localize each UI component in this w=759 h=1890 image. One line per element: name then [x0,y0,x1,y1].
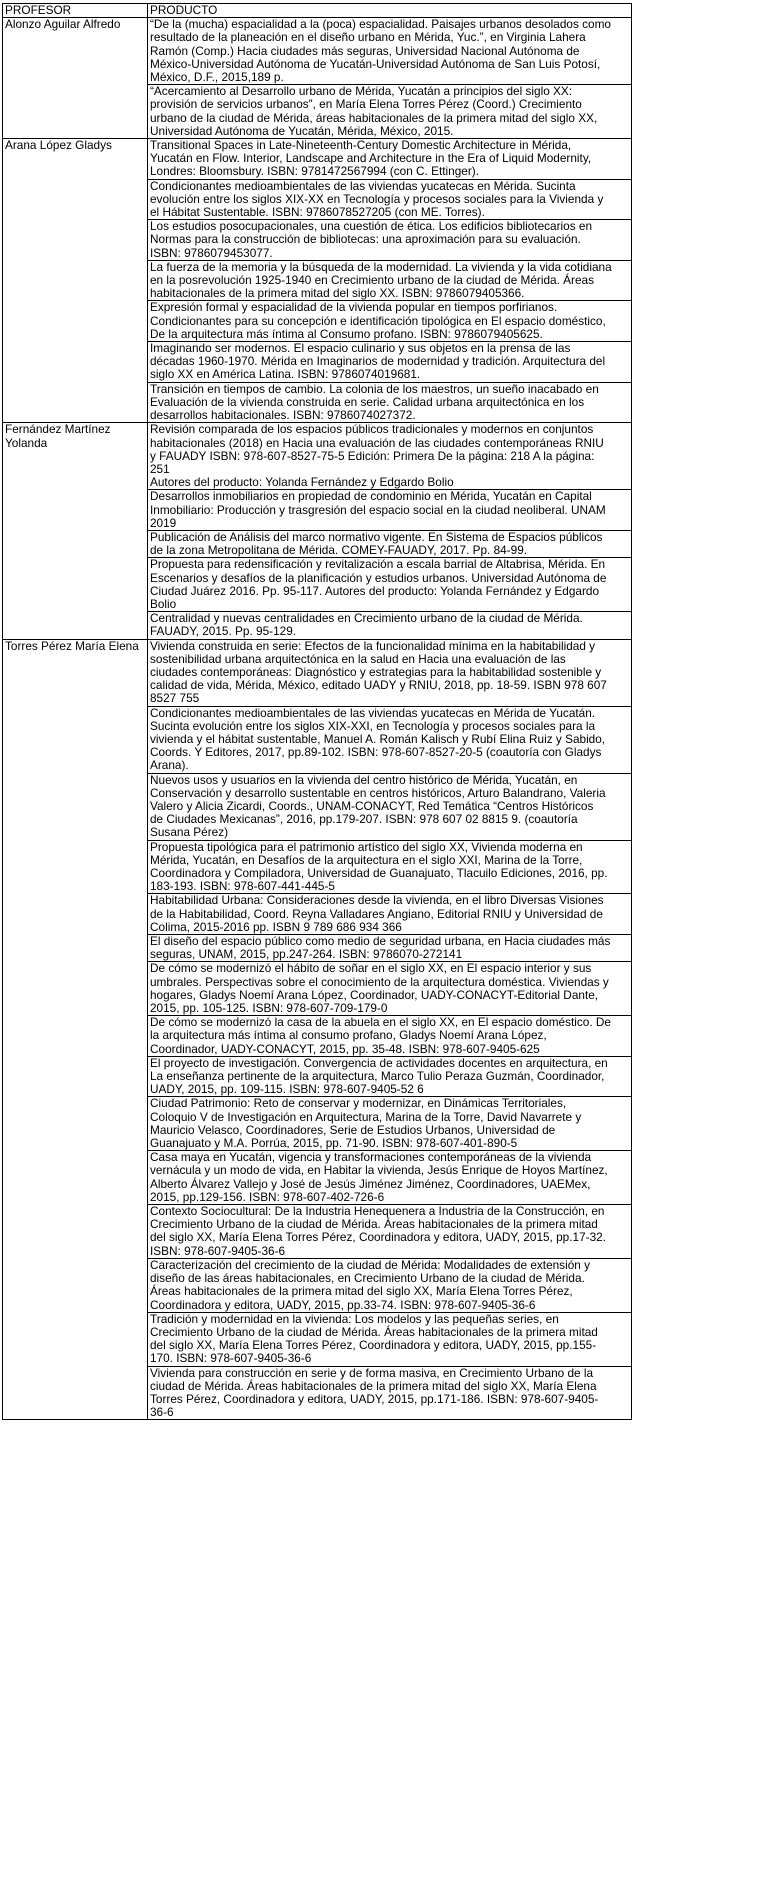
producto-cell: Revisión comparada de los espacios públicos tradicionales y modernos en conjuntos habitacionales (2018) en Hacia una evaluación de las ciudades contemporáneas RNIU y FAUADY ISBN: 978-607-8527-75-5 Edición: Primera De la página: 218 A la página: 251 Autores del producto: Yolanda Fernández y Edgardo Bolio [148,423,632,490]
table-body [3,18,632,1420]
producto-cell: Condicionantes medioambientales de las viviendas yucatecas en Mérida. Sucinta evolución entre los siglos XIX-XX en Tecnología y procesos sociales para la Vivienda y el Hábitat Sustentable. ISBN: 9786078527205 (con ME. Torres). [148,179,632,220]
profesor-cell: Fernández Martínez Yolanda [3,423,148,639]
producto-cell: El diseño del espacio público como medio de seguridad urbana, en Hacia ciudades más seguras, UNAM, 2015, pp.247-264. ISBN: 9786070-272141 [148,935,632,962]
producto-cell: Propuesta tipológica para el patrimonio artístico del siglo XX, Vivienda moderna en Mérida, Yucatán, en Desafíos de la arquitectura en el siglo XXI, Marina de la Torre, Coordinadora y Compiladora, Universidad de Guanajuato, Tlacuilo Ediciones, 2016, pp. 183-193. ISBN: 978-607-441-445-5 [148,840,632,894]
producto-cell: Nuevos usos y usuarios en la vivienda del centro histórico de Mérida, Yucatán, en Conservación y desarrollo sustentable en centros históricos, Arturo Balandrano, Valeria Valero y Alicia Zicardi, Coords., UNAM-CONACYT, Red Temática “Centros Históricos de Ciudades Mexicanas”, 2016, pp.179-207. ISBN: 978 607 02 8815 9. (coautoría Susana Pérez) [148,773,632,840]
producto-cell: Centralidad y nuevas centralidades en Crecimiento urbano de la ciudad de Mérida. FAUADY, 2015. Pp. 95-129. [148,612,632,639]
producto-cell: Casa maya en Yucatán, vigencia y transformaciones contemporáneas de la vivienda vernácula y un modo de vida, en Habitar la vivienda, Jesús Enrique de Hoyos Martínez, Alberto Álvarez Vallejo y José de Jesús Jiménez Jiménez, Coordinadores, UAEMex, 2015, pp.129-156. ISBN: 978-607-402-726-6 [148,1151,632,1205]
profesor-cell: Torres Pérez María Elena [3,639,148,1420]
producto-cell: El proyecto de investigación. Convergencia de actividades docentes en arquitectura, en La enseñanza pertinente de la arquitectura, Marco Tulio Peraza Guzmán, Coordinador, UADY, 2015, pp. 109-115. ISBN: 978-607-9405-52 6 [148,1056,632,1097]
publications-table [2,3,632,1420]
header-producto: PRODUCTO [148,4,632,18]
producto-cell: Expresión formal y espacialidad de la vivienda popular en tiempos porfirianos. Condicionantes para su concepción e identificación tipológica en El espacio doméstico, De la arquitectura más íntima al Consumo profano. ISBN: 9786079405625. [148,301,632,342]
table-row [3,18,632,85]
producto-cell: Propuesta para redensificación y revitalización a escala barrial de Altabrisa, Mérida. En Escenarios y desafíos de la planificación y estudios urbanos. Universidad Autónoma de Ciudad Juárez 2016. Pp. 95-117. Autores del producto: Yolanda Fernández y Edgardo Bolio [148,558,632,612]
table-row [3,423,632,490]
table-row [3,639,632,706]
producto-cell: Tradición y modernidad en la vivienda: Los modelos y las pequeñas series, en Crecimiento Urbano de la ciudad de Mérida. Áreas habitacionales de la primera mitad del siglo XX, María Elena Torres Pérez, Coordinadora y editora, UADY, 2015, pp.155- 170. ISBN: 978-607-9405-36-6 [148,1312,632,1366]
producto-cell: Publicación de Análisis del marco normativo vigente. En Sistema de Espacios públicos de la zona Metropolitana de Mérida. COMEY-FAUADY, 2017. Pp. 84-99. [148,530,632,557]
producto-cell: Transitional Spaces in Late-Nineteenth-Century Domestic Architecture in Mérida, Yucatán en Flow. Interior, Landscape and Architecture in the Era of Liquid Modernity, Londres: Bloomsbury. ISBN: 9781472567994 (con C. Ettinger). [148,139,632,180]
header-row [3,4,632,18]
producto-cell: Caracterización del crecimiento de la ciudad de Mérida: Modalidades de extensión y diseño de las áreas habitacionales, en Crecimiento Urbano de la ciudad de Mérida. Áreas habitacionales de la primera mitad del siglo XX, María Elena Torres Pérez, Coordinadora y editora, UADY, 2015, pp.33-74. ISBN: 978-607-9405-36-6 [148,1258,632,1312]
table-row [3,139,632,180]
producto-cell: Transición en tiempos de cambio. La colonia de los maestros, un sueño inacabado en Evaluación de la vivienda construida en serie. Calidad urbana arquitectónica en los desarrollos habitacionales. ISBN: 9786074027372. [148,382,632,423]
producto-cell: “Acercamiento al Desarrollo urbano de Mérida, Yucatán a principios del siglo XX: provisión de servicios urbanos”, en María Elena Torres Pérez (Coord.) Crecimiento urbano de la ciudad de Mérida, áreas habitacionales de la primera mitad del siglo XX, Universidad Autónoma de Yucatán, Mérida, México, 2015. [148,85,632,139]
producto-cell: “De la (mucha) espacialidad a la (poca) espacialidad. Paisajes urbanos desolados como resultado de la planeación en el diseño urbano en Mérida, Yuc.”, en Virginia Lahera Ramón (Comp.) Hacia ciudades más seguras, Universidad Nacional Autónoma de México-Universidad Autónoma de Yucatán-Universidad Autónoma de San Luis Potosí, México, D.F., 2015,189 p. [148,18,632,85]
producto-cell: La fuerza de la memoria y la búsqueda de la modernidad. La vivienda y la vida cotidiana en la posrevolución 1925-1940 en Crecimiento urbano de la ciudad de Mérida. Áreas habitacionales de la primera mitad del siglo XX. ISBN: 9786079405366. [148,260,632,301]
producto-cell: Ciudad Patrimonio: Reto de conservar y modernizar, en Dinámicas Territoriales, Coloquio V de Investigación en Arquitectura, Marina de la Torre, David Navarrete y Mauricio Velasco, Coordinadores, Serie de Estudios Urbanos, Universidad de Guanajuato y M.A. Porrúa, 2015, pp. 71-90. ISBN: 978-607-401-890-5 [148,1097,632,1151]
producto-cell: De cómo se modernizó la casa de la abuela en el siglo XX, en El espacio doméstico. De la arquitectura más íntima al consumo profano, Gladys Noemí Arana López, Coordinador, UADY-CONACYT, 2015, pp. 35-48. ISBN: 978-607-9405-625 [148,1016,632,1057]
profesor-cell: Arana López Gladys [3,139,148,423]
producto-cell: De cómo se modernizó el hábito de soñar en el siglo XX, en El espacio interior y sus umbrales. Perspectivas sobre el conocimiento de la arquitectura doméstica. Viviendas y hogares, Gladys Noemí Arana López, Coordinador, UADY-CONACYT-Editorial Dante, 2015, pp. 105-125. ISBN: 978-607-709-179-0 [148,962,632,1016]
producto-cell: Vivienda construida en serie: Efectos de la funcionalidad mínima en la habitabilidad y sostenibilidad urbana arquitectónica en la salud en Hacia una evaluación de las ciudades contemporáneas: Diagnóstico y estrategias para la habitabilidad sostenible y calidad de vida, Mérida, México, editado UADY y RNIU, 2018, pp. 18-59. ISBN 978 607 8527 755 [148,639,632,706]
producto-cell: Habitabilidad Urbana: Consideraciones desde la vivienda, en el libro Diversas Visiones de la Habitabilidad, Coord. Reyna Valladares Angiano, Editorial RNIU y Universidad de Colima, 2015-2016 pp. ISBN 9 789 686 934 366 [148,894,632,935]
producto-cell: Vivienda para construcción en serie y de forma masiva, en Crecimiento Urbano de la ciudad de Mérida. Áreas habitacionales de la primera mitad del siglo XX, María Elena Torres Pérez, Coordinadora y editora, UADY, 2015, pp.171-186. ISBN: 978-607-9405- 36-6 [148,1366,632,1420]
header-profesor: PROFESOR [3,4,148,18]
producto-cell: Contexto Sociocultural: De la Industria Henequenera a Industria de la Construcción, en Crecimiento Urbano de la ciudad de Mérida. Áreas habitacionales de la primera mitad del siglo XX, María Elena Torres Pérez, Coordinadora y editora, UADY, 2015, pp.17-32. ISBN: 978-607-9405-36-6 [148,1205,632,1259]
profesor-cell: Alonzo Aguilar Alfredo [3,18,148,139]
producto-cell: Desarrollos inmobiliarios en propiedad de condominio en Mérida, Yucatán en Capital Inmobiliario: Producción y trasgresión del espacio social en la ciudad neoliberal. UNAM 2019 [148,490,632,531]
producto-cell: Los estudios posocupacionales, una cuestión de ética. Los edificios bibliotecarios en Normas para la construcción de bibliotecas: una aproximación para su evaluación. ISBN: 9786079453077. [148,220,632,261]
producto-cell: Imaginando ser modernos. El espacio culinario y sus objetos en la prensa de las décadas 1960-1970. Mérida en Imaginarios de modernidad y tradición. Arquitectura del siglo XX en América Latina. ISBN: 9786074019681. [148,342,632,383]
producto-cell: Condicionantes medioambientales de las viviendas yucatecas en Mérida de Yucatán. Sucinta evolución entre los siglos XIX-XXI, en Tecnología y procesos sociales para la vivienda y el hábitat sustentable, Manuel A. Román Kalisch y Rubí Elina Ruiz y Sabido, Coords. Y Editores, 2017, pp.89-102. ISBN: 978-607-8527-20-5 (coautoría con Gladys Arana). [148,706,632,773]
